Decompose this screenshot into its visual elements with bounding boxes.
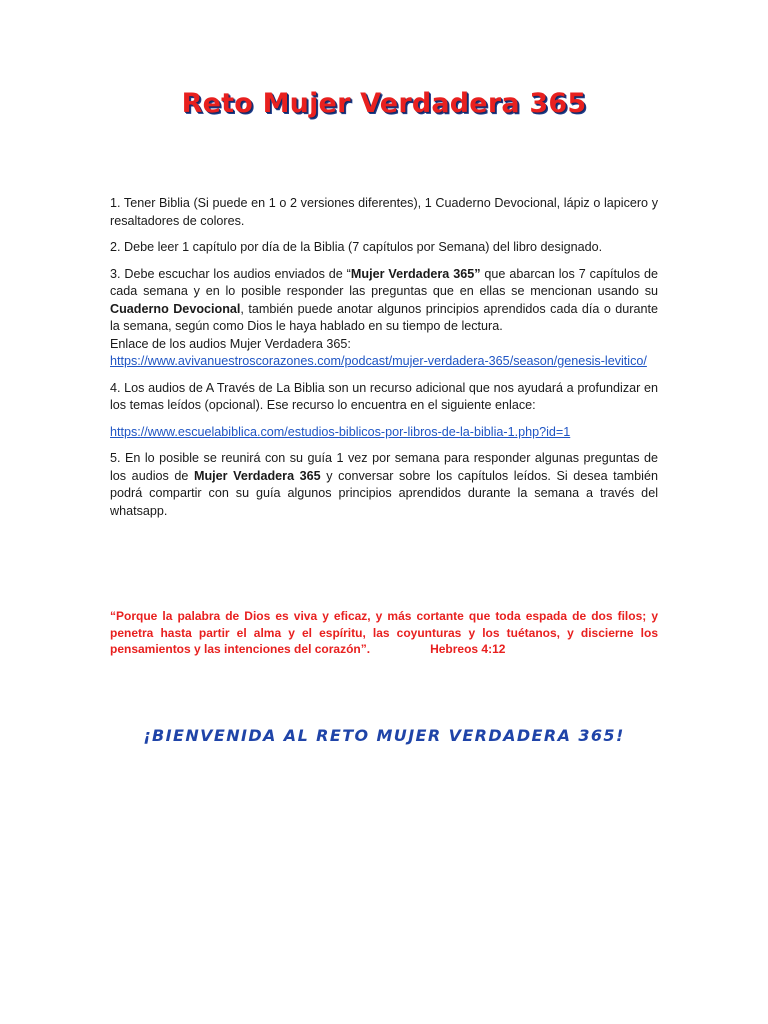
audio-link-paragraph <box>110 353 658 371</box>
item-5 <box>110 450 658 520</box>
item-5-text-a: 5. En lo posible se reunirá con su guía 1 vez por semana para responder algunas preguntas de los audios de <box>110 451 658 483</box>
item-1: 1. Tener Biblia (Si puede en 1 o 2 versiones diferentes), 1 Cuaderno Devocional, lápiz o lapicero y resaltadores de colores. <box>110 196 658 228</box>
item-3-text-c: , también puede anotar algunos principios aprendidos cada día o durante la semana, según como Dios le haya hablado en su tiempo de lectura. <box>110 301 658 333</box>
quote-text: “Porque la palabra de Dios es viva y eficaz, y más cortante que toda espada de dos filos; y penetra hasta partir el alma y el espíritu, las coyunturas y los tuétanos, y discierne los pensamientos y las intenciones del corazón”. <box>110 609 658 656</box>
bible-quote <box>110 608 658 658</box>
audio-link[interactable]: https://www.avivanuestroscorazones.com/podcast/mujer-verdadera-365/season/genesis-levitico/ <box>110 354 647 368</box>
item-5-bold-title: Mujer Verdadera 365 <box>193 468 321 483</box>
escuela-biblica-link[interactable]: https://www.escuelabiblica.com/estudios-biblicos-por-libros-de-la-biblia-1.php?id=1 <box>110 424 571 439</box>
escuela-link-paragraph <box>110 424 658 442</box>
quote-reference: Hebreos 4:12 <box>430 642 506 656</box>
item-3-text-a: 3. Debe escuchar los audios enviados de “ <box>110 266 351 281</box>
item-3-text-b: que abarcan los 7 capítulos de cada semana y en lo posible responder las preguntas que en ellas se mencionan usando su <box>110 266 658 298</box>
item-3-bold-notebook: Cuaderno Devocional <box>110 301 241 316</box>
document-title: Reto Mujer Verdadera 365 <box>181 88 587 119</box>
instructions-body <box>110 195 658 529</box>
item-3-bold-title: Mujer Verdadera 365” <box>350 266 481 281</box>
welcome-banner: ¡BIENVENIDA AL RETO MUJER VERDADERA 365! <box>143 726 625 745</box>
item-3 <box>110 266 658 336</box>
audio-link-label: Enlace de los audios Mujer Verdadera 365: <box>110 336 351 351</box>
item-2: 2. Debe leer 1 capítulo por día de la Biblia (7 capítulos por Semana) del libro designado. <box>110 240 603 254</box>
item-4: 4. Los audios de A Través de La Biblia son un recurso adicional que nos ayudará a profundizar en los temas leídos (opcional). Ese recurso lo encuentra en el siguiente enlace: <box>110 380 658 412</box>
item-5-text-b: y conversar sobre los capítulos leídos. Si desea también podrá compartir con su guía algunos principios aprendidos durante la semana a través del whatsapp. <box>110 468 658 518</box>
